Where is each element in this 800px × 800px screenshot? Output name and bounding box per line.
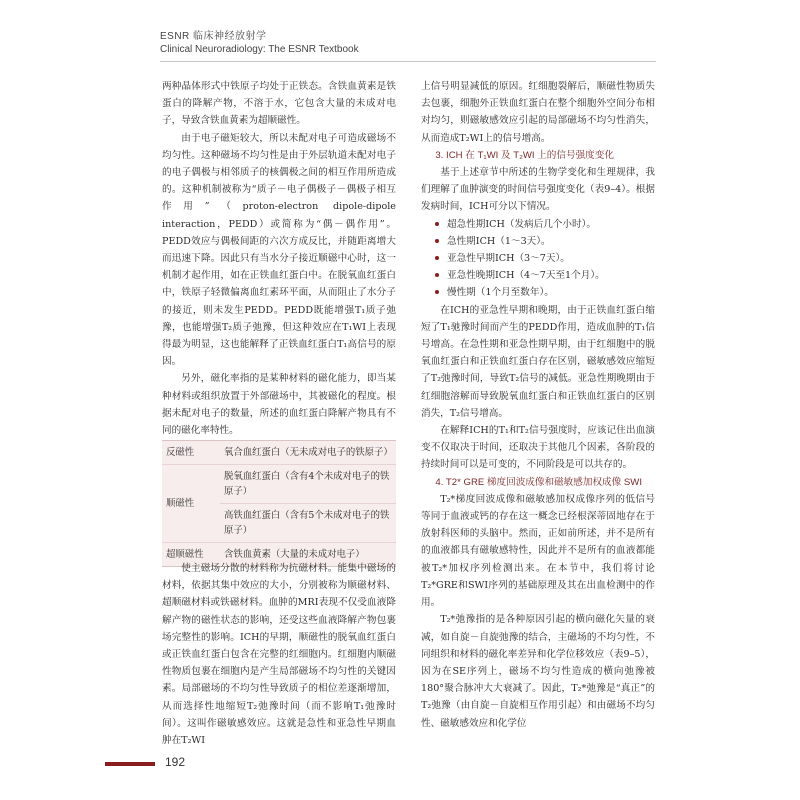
right-paragraph-1: 上信号明显减低的原因。红细胞裂解后，顺磁性物质失去包裹，细胞外正铁血红蛋白在整个细胞外空间分布相对均匀，则磁敏感效应引起的局部磁场不均匀性消失，从而造成T₂WI上的信号增高。 — [421, 81, 655, 144]
table-row — [162, 465, 396, 504]
left-paragraph-3: 另外，磁化率指的是某种材料的磁化能力，即当某种材料或组织放置于外部磁场中，其被磁化的程度。根据未配对电子的数量，所述的血红蛋白降解产物具有不同的磁化率特性。 — [162, 373, 396, 437]
header-title-en: Clinical Neuroradiology: The ESNR Textbook — [160, 44, 359, 55]
section-heading-3: 3. ICH 在 T₁WI 及 T₂WI 上的信号强度变化 — [435, 149, 614, 161]
section-heading-4: 4. T2* GRE 梯度回波成像和磁敏感加权成像 SWI — [435, 476, 643, 488]
list-item: 急性期ICH（1～3天）。 — [435, 233, 655, 250]
magnetism-table — [162, 440, 396, 567]
table-row-key: 反磁性 — [162, 441, 220, 465]
right-paragraph-6: T₂*弛豫指的是各种原因引起的横向磁化矢量的衰减，如自旋－自旋弛豫的结合，主磁场的不均匀性，不同组织和材料的磁化率差异和化学位移效应（表9–5），因为在SE序列上，磁场不均匀性造成的横向弛豫被180°聚合脉冲大大衰减了。因此，T₂*弛豫是“真正”的T₂弛豫（由自旋－自旋相互作用引起）和由磁场不均匀性、磁敏感效应和化学位 — [421, 614, 655, 729]
table-row — [162, 441, 396, 465]
list-item: 亚急性早期ICH（3～7天）。 — [435, 250, 655, 267]
header-title-zh: ESNR 临床神经放射学 — [160, 31, 267, 42]
right-column — [421, 78, 655, 732]
left-column — [162, 78, 396, 439]
right-paragraph-5: T₂*梯度回波成像和磁敏感加权成像序列的低信号等同于血液或钙的存在这一概念已经根深蒂固地存在于放射科医师的头脑中。然而，正如前所述，并不是所有的血液都具有磁敏感特性，因此并不是所有的血液都能被T₂*加权序列检测出来。在本节中，我们将讨论T₂*GRE和SWI序列的基础原理及其在出血检测中的作用。 — [421, 493, 655, 609]
page-number: 192 — [165, 755, 186, 769]
right-paragraph-2: 基于上述章节中所述的生物学变化和生理规律，我们理解了血肿演变的时间信号强度变化（表9–4）。根据发病时间，ICH可分以下情况。 — [421, 167, 655, 213]
table-row-value: 含铁血黄素（大量的未成对电子） — [224, 549, 365, 560]
table-row-key: 顺磁性 — [162, 465, 220, 543]
left-paragraph-2: 由于电子磁矩较大，所以未配对电子可造成磁场不均匀性。这种磁场不均匀性是由于外层轨道未配对电子的电子偶极与相邻质子的核偶极之间的相互作用所造成的。这种机制被称为“质子－电子偶极子－偶极子相互作用”（proton-electron dipole-dipole interaction，PEDD）或简称为“偶－偶作用”。PEDD效应与偶极间距的六次方成反比，并随距离增大而迅速下降。因此只有当水分子接近顺磁中心时，这一机制才起作用，如在正铁血红蛋白中。在脱氧血红蛋白中，铁原子轻微偏离血红素环平面，从而阻止了水分子的接近，则未发生PEDD。PEDD既能增强T₁质子弛豫，也能增强T₂质子弛豫，但这种效应在T₁WI上表现得最为明显，这也能解释了正铁血红蛋白T₁高信号的原因。 — [162, 132, 396, 368]
table-row-value: 氧合血红蛋白（无未成对电子的铁原子） — [220, 441, 396, 465]
right-paragraph-3: 在ICH的亚急性早期和晚期，由于正铁血红蛋白缩短了T₁驰豫时间而产生的PEDD作用，造成血肿的T₁信号增高。在急性期和亚急性期早期，由于红细胞中的脱氧血红蛋白和正铁血红蛋白存在区别，磁敏感效应缩短了T₂弛豫时间，导致T₂信号的减低。亚急性期晚期由于红细胞溶解而导致脱氧血红蛋白和正铁血红蛋白的区别消失，T₂信号增高。 — [421, 304, 655, 419]
left-column-lower — [162, 560, 396, 749]
list-item: 超急性期ICH（发病后几个小时）。 — [435, 216, 655, 233]
list-item: 亚急性晚期ICH（4～7天至1个月）。 — [435, 267, 655, 284]
list-item: 慢性期（1个月至数年）。 — [435, 284, 655, 301]
stage-list — [421, 216, 655, 302]
left-paragraph-4: 使主磁场分散的材料称为抗磁材料。能集中磁场的材料，依据其集中效应的大小，分别被称为顺磁材料、超顺磁材料或铁磁材料。血肿的MRI表现不仅受血液降解产物的磁性状态的影响，还受这些血液降解产物包裹场完整性的影响。ICH的早期，顺磁性的脱氧血红蛋白或正铁血红蛋白包含在完整的红细胞内。红细胞内顺磁性物质包裹在细胞内是产生局部磁场不均匀性的关键因素。局部磁场的不均匀性导致质子的相位差逐渐增加，从而选择性地缩短T₂弛豫时间（而不影响T₁弛豫时间）。这叫作磁敏感效应。这就是急性和亚急性早期血肿在T₂WI — [162, 563, 396, 747]
table-row-key: 超顺磁性 — [166, 549, 204, 560]
header-divider — [160, 61, 656, 62]
left-paragraph-1: 两种晶体形式中铁原子均处于正铁态。含铁血黄素是铁蛋白的降解产物，不溶于水，它包含大量的未成对电子，导致含铁血黄素为超顺磁性。 — [162, 81, 396, 127]
table-row-value: 脱氧血红蛋白（含有4个未成对电子的铁原子） — [220, 465, 396, 504]
table-row-value: 高铁血红蛋白（含有5个未成对电子的铁原子） — [220, 504, 396, 543]
running-header — [160, 30, 660, 56]
footer-accent-bar — [105, 762, 155, 766]
right-paragraph-4: 在解释ICH的T₁和T₂信号强度时，应该记住出血演变不仅取决于时间，还取决于其他几个因素，各阶段的持续时间可以是可变的，不同阶段是可以共存的。 — [421, 425, 655, 471]
